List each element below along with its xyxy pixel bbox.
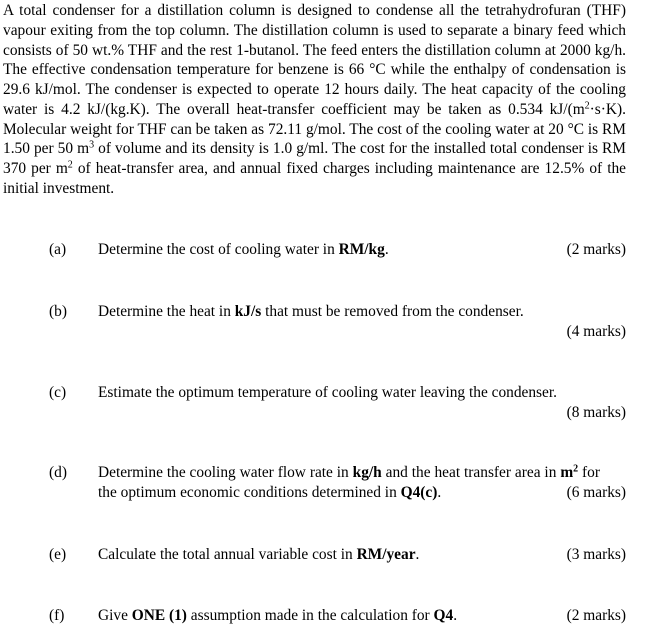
question-marks: (4 marks) (566, 322, 626, 340)
problem-statement: A total condenser for a distillation column is designed to condense all the tetrahydrofuran (THF) vapour exiting from the top column. The distillation column is used to separate a binary feed which consists of 50 wt.% THF and the rest 1-butanol. The feed enters the distillation column at 2000 kg/h. The effective condensation temperature for benzene is 66 °C while the enthalpy of condensation is 29.6 kJ/mol. The condenser is expected to operate 12 hours daily. The heat capacity of the cooling water is 4.2 kJ/(kg.K). The overall heat-transfer coefficient may be taken as 0.534 $kJ/(m^2\cdot s\cdot K)$. Molecular weight for THF can be taken as 72.11 g/mol. The cost of the cooling water at 20 °C is RM 1.50 per 50 $m^3$ of volume and its density is 1.0 g/ml. The cost for the installed total condenser is RM 370 per $m^2$ of heat-transfer area, and annual fixed charges including maintenance are 12.5% of the initial investment. (3, 2, 627, 197)
question-text: Calculate the total annual variable cost in RM/year. (98, 546, 420, 563)
question-marks: (8 marks) (566, 403, 626, 421)
question-label: (b) (49, 303, 67, 320)
question-label: (e) (49, 546, 67, 563)
question-marks: (2 marks) (566, 241, 626, 258)
question-text: Determine the heat in kJ/s that must be removed from the condenser. (98, 303, 524, 320)
question-marks: (6 marks) (566, 483, 626, 501)
question-label: (f) (49, 607, 65, 624)
question-text: Give ONE (1) assumption made in the calculation for Q4. (98, 607, 458, 624)
question-text: Determine the cooling water flow rate in kg/h and the heat transfer area in $m^2$ for the optimum economic conditions determined in Q4(c). (98, 463, 600, 501)
question-label: (d) (49, 464, 67, 481)
question-label: (a) (49, 241, 67, 258)
question-marks: (3 marks) (566, 546, 626, 563)
question-text: Estimate the optimum temperature of cooling water leaving the condenser. (98, 384, 558, 401)
question-label: (c) (49, 384, 67, 401)
question-marks: (2 marks) (566, 607, 626, 624)
question-text: Determine the cost of cooling water in RM/kg. (98, 241, 389, 258)
